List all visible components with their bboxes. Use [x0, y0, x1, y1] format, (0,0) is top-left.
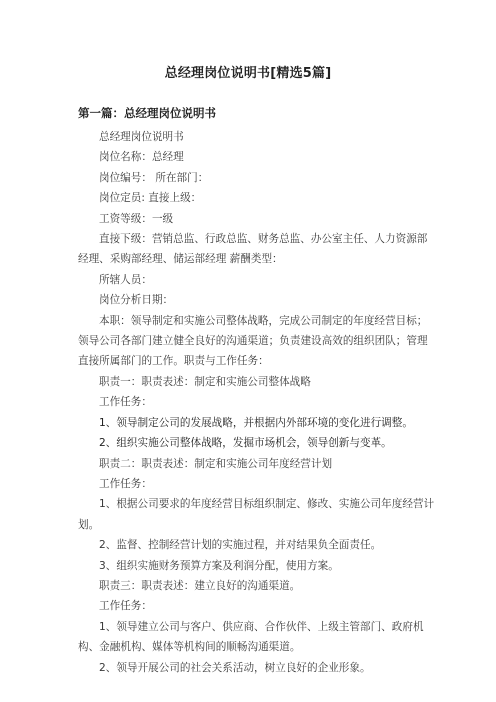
paragraph: 1、根据公司要求的年度经营目标组织制定、修改、实施公司年度经营计划。: [78, 498, 435, 531]
paragraph: 工作任务：: [99, 600, 152, 613]
paragraph: 工作任务：: [99, 396, 152, 409]
paragraph: 本职：领导制定和实施公司整体战略，完成公司制定的年度经营目标；领导公司各部门建立健全良好的沟通渠道；负责建设高效的组织团队；管理直接所属部门的工作。职责与工作任务：: [78, 314, 428, 368]
paragraph: 工资等级：一级: [99, 212, 174, 225]
paragraph: 职责一：职责表述：制定和实施公司整体战略: [99, 375, 311, 388]
paragraph: 所辖人员：: [99, 273, 152, 286]
paragraph: 1、领导建立公司与客户、供应商、合作伙伴、上级主管部门、政府机构、金融机构、媒体等机构间的顺畅沟通渠道。: [78, 620, 424, 654]
paragraph: 2、组织实施公司整体战略，发掘市场机会，领导创新与变革。: [99, 437, 392, 450]
document-title: 总经理岗位说明书[精选5篇]: [164, 66, 332, 81]
paragraph: 岗位编号： 所在部门：: [99, 171, 209, 184]
paragraph: 总经理岗位说明书: [99, 131, 184, 143]
paragraph: 直接下级：营销总监、行政总监、财务总监、办公室主任、人力资源部经理、采购部经理、储运部经理 薪酬类型：: [78, 233, 428, 266]
paragraph: 岗位分析日期：: [99, 294, 174, 307]
paragraph: 职责二：职责表述：制定和实施公司年度经营计划: [99, 457, 333, 470]
paragraph: 工作任务：: [99, 477, 152, 490]
paragraph: 1、领导制定公司的发展战略，并根据内外部环境的变化进行调整。: [99, 416, 413, 429]
paragraph: 2、领导开展公司的社会关系活动，树立良好的企业形象。: [99, 661, 371, 674]
section-title: 第一篇：总经理岗位说明书: [78, 106, 216, 120]
paragraph: 岗位定员: 直接上级：: [99, 192, 202, 205]
paragraph: 2、监督、控制经营计划的实施过程，并对结果负全面责任。: [99, 539, 382, 552]
paragraph: 3、组织实施财务预算方案及利润分配，使用方案。: [99, 559, 339, 572]
paragraph: 职责三：职责表述：建立良好的沟通渠道。: [99, 579, 301, 592]
paragraph: 岗位名称：总经理: [99, 151, 184, 164]
